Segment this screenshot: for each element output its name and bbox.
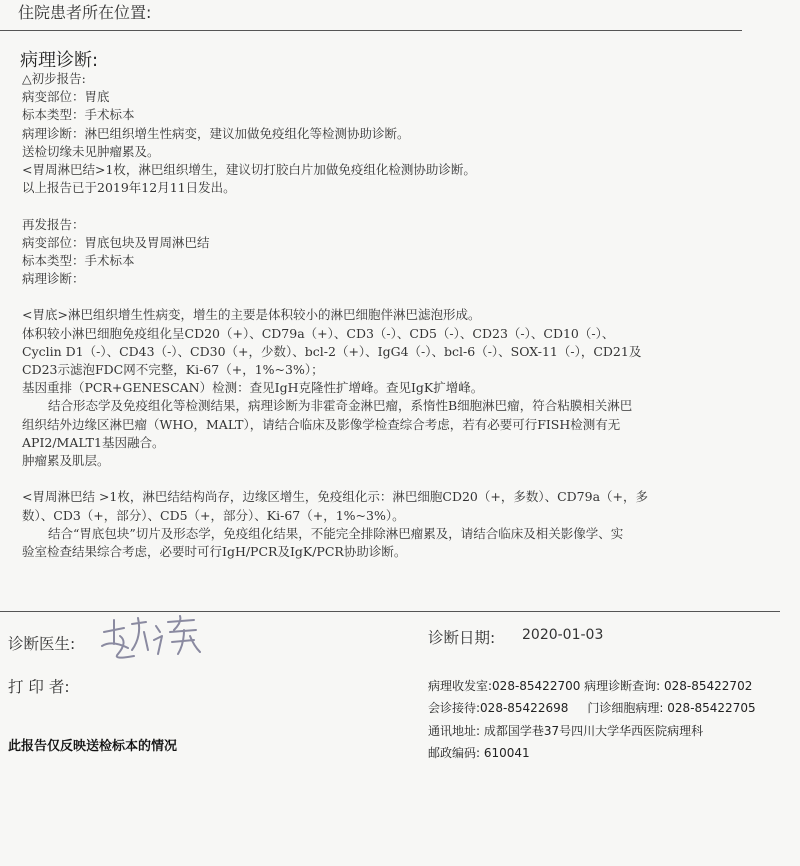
report-body bbox=[22, 70, 782, 561]
report-line: Cyclin D1（-）、CD43（-）、CD30（+，少数）、bcl-2（+）、IgG4（-）、bcl-6（-）、SOX-11（-），CD21及 bbox=[22, 343, 642, 359]
patient-location-label: 住院患者所在位置: bbox=[18, 3, 152, 22]
report-line: 结合“胃底包块”切片及形态学，免疫组化结果，不能完全排除淋巴瘤累及，请结合临床及相关影像学、实 bbox=[48, 525, 624, 541]
report-line: CD23示滤泡FDC网不完整，Ki-67（+，1%~3%）； bbox=[22, 362, 324, 377]
report-line: 标本类型：手术标本 bbox=[22, 252, 135, 268]
address-line: 通讯地址: 成都国学巷37号四川大学华西医院病理科 bbox=[428, 724, 704, 738]
report-line: 送检切缘未见肿瘤累及。 bbox=[22, 143, 160, 159]
report-line: 基因重排（PCR+GENESCAN）检测：查见IgH克隆性扩增峰。查见IgK扩增峰。 bbox=[22, 380, 484, 396]
report-line: 再发报告： bbox=[22, 216, 85, 232]
report-line: △初步报告: bbox=[22, 71, 86, 86]
date-value: 2020-01-03 bbox=[522, 627, 604, 643]
report-line: 验室检查结果综合考虑，必要时可行IgH/PCR及IgK/PCR协助诊断。 bbox=[22, 543, 407, 559]
contact-line: 会诊接待:028-85422698 门诊细胞病理: 028-85422705 bbox=[428, 701, 756, 715]
report-line: 肿瘤累及肌层。 bbox=[22, 452, 110, 468]
contact-line: 病理收发室:028-85422700 病理诊断查询: 028-85422702 bbox=[428, 679, 753, 693]
report-line: <胃底>淋巴组织增生性病变，增生的主要是体积较小的淋巴细胞伴淋巴滤泡形成。 bbox=[22, 307, 481, 323]
report-line bbox=[22, 288, 782, 306]
date-label: 诊断日期: bbox=[428, 629, 496, 647]
doctor-label: 诊断医生: bbox=[8, 635, 76, 653]
report-line: 标本类型：手术标本 bbox=[22, 107, 135, 123]
report-line: 病变部位：胃底 bbox=[22, 89, 110, 105]
report-line: 结合形态学及免疫组化等检测结果，病理诊断为非霍奇金淋巴瘤，系惰性B细胞淋巴瘤，符合粘膜相关淋巴 bbox=[48, 398, 633, 414]
report-line: 病理诊断： bbox=[22, 271, 85, 287]
report-line: <胃周淋巴结 >1枚，淋巴结结构尚存，边缘区增生，免疫组化示：淋巴细胞CD20（+，多数）、CD79a（+，多 bbox=[22, 489, 649, 505]
report-line: API2/MALT1基因融合。 bbox=[22, 434, 165, 450]
report-line: 数）、CD3（+，部分）、CD5（+，部分）、Ki-67（+，1%~3%）。 bbox=[22, 507, 405, 523]
report-notice: 此报告仅反映送检标本的情况 bbox=[8, 739, 178, 754]
report-line: 病理诊断：淋巴组织增生性病变，建议加做免疫组化等检测协助诊断。 bbox=[22, 125, 410, 141]
printer-label: 打 印 者: bbox=[8, 678, 70, 696]
report-line bbox=[22, 197, 782, 215]
report-line: 以上报告已于2019年12月11日发出。 bbox=[22, 180, 236, 196]
report-line: 组织结外边缘区淋巴瘤（WHO，MALT），请结合临床及影像学检查综合考虑，若有必要可行FISH检测有无 bbox=[22, 416, 621, 432]
report-line: 体积较小淋巴细胞免疫组化呈CD20（+）、CD79a（+）、CD3（-）、CD5（-）、CD23（-）、CD10（-）、 bbox=[22, 325, 615, 341]
report-line: 病变部位：胃底包块及胃周淋巴结 bbox=[22, 234, 210, 250]
report-line bbox=[22, 470, 782, 488]
doctor-signature bbox=[98, 610, 208, 662]
header-divider bbox=[0, 30, 742, 31]
section-title: 病理诊断: bbox=[20, 50, 99, 71]
report-line: <胃周淋巴结>1枚，淋巴组织增生，建议切打胶白片加做免疫组化检测协助诊断。 bbox=[22, 161, 476, 177]
postcode-line: 邮政编码: 610041 bbox=[428, 746, 530, 760]
